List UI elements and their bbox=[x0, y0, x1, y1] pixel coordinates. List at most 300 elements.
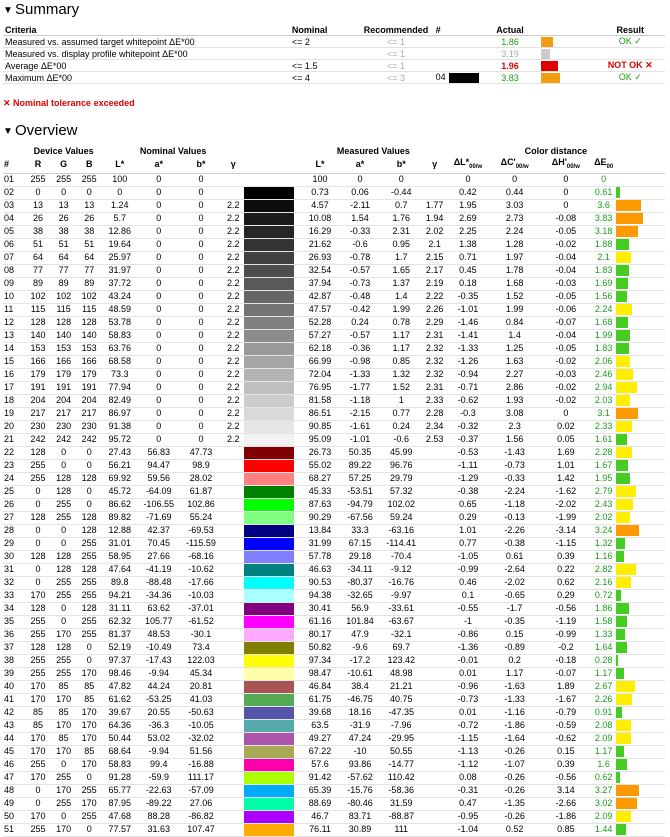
device-r: 85 bbox=[25, 706, 51, 719]
measured-a: -0.78 bbox=[340, 251, 380, 264]
delta-e-bar-cell bbox=[616, 706, 665, 719]
nominal-b: -57.09 bbox=[180, 784, 222, 797]
delta-e-bar-cell bbox=[616, 589, 665, 602]
measured-a: 89.22 bbox=[340, 459, 380, 472]
patch-row bbox=[3, 446, 665, 459]
delta-e-bar bbox=[616, 447, 632, 458]
patch-row bbox=[3, 550, 665, 563]
patch-swatch-cell bbox=[244, 563, 300, 576]
nominal-l: 45.72 bbox=[102, 485, 138, 498]
delta-e-bar bbox=[616, 200, 641, 211]
measured-gamma: 2.26 bbox=[422, 303, 446, 316]
delta-e-bar-cell bbox=[616, 238, 665, 251]
delta-l: -0.95 bbox=[447, 810, 489, 823]
nominal-b: 73.4 bbox=[180, 641, 222, 654]
patch-number: 51 bbox=[3, 823, 25, 836]
measured-gamma: 2.02 bbox=[422, 225, 446, 238]
device-g: 0 bbox=[51, 537, 77, 550]
patch-swatch-cell bbox=[244, 693, 300, 706]
measured-a: 67.15 bbox=[340, 537, 380, 550]
nominal-gamma bbox=[222, 693, 244, 706]
device-b: 128 bbox=[76, 563, 102, 576]
device-r: 170 bbox=[25, 745, 51, 758]
device-b: 0 bbox=[76, 459, 102, 472]
nominal-a: -106.55 bbox=[138, 498, 180, 511]
patch-swatch bbox=[244, 668, 294, 680]
patch-number: 36 bbox=[3, 628, 25, 641]
nominal-gamma bbox=[222, 680, 244, 693]
nominal-a: -53.25 bbox=[138, 693, 180, 706]
delta-c: -1.43 bbox=[489, 446, 540, 459]
delta-e-bar bbox=[616, 772, 620, 783]
delta-c: 2.24 bbox=[489, 225, 540, 238]
delta-e: 1.88 bbox=[591, 238, 615, 251]
nominal-gamma bbox=[222, 537, 244, 550]
device-b: 13 bbox=[76, 199, 102, 212]
patch-swatch bbox=[244, 551, 294, 563]
device-b: 170 bbox=[76, 797, 102, 810]
patch-row bbox=[3, 524, 665, 537]
nominal-l: 43.24 bbox=[102, 290, 138, 303]
measured-l: 46.63 bbox=[300, 563, 340, 576]
device-r: 115 bbox=[25, 303, 51, 316]
measured-l: 21.62 bbox=[300, 238, 340, 251]
device-g: 85 bbox=[51, 680, 77, 693]
nominal-l: 31.11 bbox=[102, 602, 138, 615]
delta-l: 0.1 bbox=[447, 589, 489, 602]
delta-h: 0.62 bbox=[540, 576, 591, 589]
delta-e: 1.95 bbox=[591, 472, 615, 485]
device-b: 255 bbox=[76, 784, 102, 797]
device-r: 191 bbox=[25, 381, 51, 394]
patch-number-label: 04 bbox=[435, 72, 446, 83]
nominal-gamma bbox=[222, 823, 244, 836]
result-status: NOT OK ✕ bbox=[595, 60, 665, 72]
delta-e: 1.32 bbox=[591, 537, 615, 550]
device-b: 128 bbox=[76, 524, 102, 537]
nominal-b: 0 bbox=[180, 186, 222, 199]
nominal-b: 0 bbox=[180, 199, 222, 212]
nominal-l: 64.36 bbox=[102, 719, 138, 732]
device-b: 217 bbox=[76, 407, 102, 420]
device-g: 255 bbox=[51, 511, 77, 524]
delta-e-bar bbox=[616, 252, 631, 263]
nominal-b: 107.47 bbox=[180, 823, 222, 836]
delta-h: 1.42 bbox=[540, 472, 591, 485]
nominal-l: 50.44 bbox=[102, 732, 138, 745]
nominal-b: -68.16 bbox=[180, 550, 222, 563]
nominal-l: 81.37 bbox=[102, 628, 138, 641]
device-b: 242 bbox=[76, 433, 102, 446]
nominal-a: 88.28 bbox=[138, 810, 180, 823]
patch-swatch bbox=[244, 200, 294, 212]
nominal-b: 111.17 bbox=[180, 771, 222, 784]
patch-swatch bbox=[244, 226, 294, 238]
measured-gamma bbox=[422, 641, 446, 654]
patch-swatch-cell bbox=[244, 277, 300, 290]
delta-e-bar bbox=[616, 434, 627, 445]
device-g: 128 bbox=[51, 316, 77, 329]
measured-l: 61.16 bbox=[300, 615, 340, 628]
worst-patch-swatch bbox=[449, 73, 479, 83]
patch-number: 07 bbox=[3, 251, 25, 264]
delta-c: 0.44 bbox=[489, 186, 540, 199]
device-g: 170 bbox=[51, 745, 77, 758]
measured-l: 45.33 bbox=[300, 485, 340, 498]
measured-l: 42.87 bbox=[300, 290, 340, 303]
delta-c: -1.64 bbox=[489, 732, 540, 745]
patch-number: 43 bbox=[3, 719, 25, 732]
nominal-a: -36.3 bbox=[138, 719, 180, 732]
measured-gamma bbox=[422, 680, 446, 693]
measured-b: 2.31 bbox=[380, 225, 422, 238]
nominal-b: 45.34 bbox=[180, 667, 222, 680]
delta-e: 0 bbox=[591, 173, 615, 186]
device-b: 0 bbox=[76, 186, 102, 199]
device-b: 255 bbox=[76, 589, 102, 602]
device-r: 230 bbox=[25, 420, 51, 433]
patch-row bbox=[3, 680, 665, 693]
measured-a: 18.16 bbox=[340, 706, 380, 719]
device-r: 255 bbox=[25, 628, 51, 641]
patch-number: 25 bbox=[3, 485, 25, 498]
device-g: 85 bbox=[51, 706, 77, 719]
patch-swatch-cell bbox=[244, 381, 300, 394]
patch-swatch bbox=[244, 655, 294, 667]
delta-c: 1.4 bbox=[489, 329, 540, 342]
device-r: 0 bbox=[25, 186, 51, 199]
summary-heading[interactable]: ▼ Summary bbox=[3, 0, 79, 20]
measured-gamma: 2.15 bbox=[422, 251, 446, 264]
delta-c: 0.2 bbox=[489, 654, 540, 667]
patch-number: 10 bbox=[3, 290, 25, 303]
actual-bar-cell bbox=[539, 36, 595, 48]
nominal-gamma: 2.2 bbox=[222, 381, 244, 394]
delta-e-bar bbox=[616, 486, 636, 497]
delta-e-bar bbox=[616, 707, 622, 718]
nominal-tolerance-note: ✕ Nominal tolerance exceeded bbox=[3, 98, 135, 108]
patch-swatch-cell bbox=[244, 641, 300, 654]
delta-e-bar bbox=[616, 265, 629, 276]
patch-swatch bbox=[244, 733, 294, 745]
patch-swatch-cell bbox=[244, 342, 300, 355]
nominal-gamma bbox=[222, 732, 244, 745]
delta-h: 1.01 bbox=[540, 459, 591, 472]
delta-h: 0.29 bbox=[540, 589, 591, 602]
patch-swatch-cell bbox=[244, 433, 300, 446]
patch-swatch-cell bbox=[244, 758, 300, 771]
summary-row bbox=[3, 36, 665, 48]
nominal-a: 0 bbox=[138, 290, 180, 303]
nominal-gamma: 2.2 bbox=[222, 290, 244, 303]
delta-h: 0 bbox=[540, 173, 591, 186]
nominal-gamma bbox=[222, 563, 244, 576]
delta-h: -1.19 bbox=[540, 615, 591, 628]
patch-row bbox=[3, 641, 665, 654]
delta-e-bar bbox=[616, 473, 630, 484]
nominal-b: 47.73 bbox=[180, 446, 222, 459]
device-g: 255 bbox=[51, 576, 77, 589]
delta-l: 0.18 bbox=[447, 277, 489, 290]
device-b: 170 bbox=[76, 667, 102, 680]
measured-l: 86.51 bbox=[300, 407, 340, 420]
device-g: 128 bbox=[51, 550, 77, 563]
patch-swatch-cell bbox=[244, 316, 300, 329]
nominal-l: 19.64 bbox=[102, 238, 138, 251]
measured-gamma: 2.31 bbox=[422, 381, 446, 394]
nominal-b: 0 bbox=[180, 355, 222, 368]
patch-swatch-cell bbox=[244, 680, 300, 693]
measured-gamma bbox=[422, 472, 446, 485]
delta-e-bar-cell bbox=[616, 381, 665, 394]
device-g: 38 bbox=[51, 225, 77, 238]
patch-swatch bbox=[244, 304, 294, 316]
device-g: 204 bbox=[51, 394, 77, 407]
delta-e: 1.83 bbox=[591, 264, 615, 277]
measured-l: 46.84 bbox=[300, 680, 340, 693]
patch-number: 05 bbox=[3, 225, 25, 238]
device-r: 128 bbox=[25, 316, 51, 329]
measured-b: 1.17 bbox=[380, 329, 422, 342]
delta-c: -0.35 bbox=[489, 615, 540, 628]
nominal-l: 77.57 bbox=[102, 823, 138, 836]
measured-l: 57.27 bbox=[300, 329, 340, 342]
nominal-a: 31.63 bbox=[138, 823, 180, 836]
delta-h: -0.04 bbox=[540, 251, 591, 264]
nominal-gamma: 2.2 bbox=[222, 433, 244, 446]
delta-l: 0.77 bbox=[447, 537, 489, 550]
delta-e: 2.67 bbox=[591, 680, 615, 693]
delta-e: 0.61 bbox=[591, 186, 615, 199]
nominal-l: 86.62 bbox=[102, 498, 138, 511]
patch-swatch bbox=[244, 252, 294, 264]
patch-swatch bbox=[244, 382, 294, 394]
measured-b: 1.17 bbox=[380, 342, 422, 355]
nominal-b: 20.81 bbox=[180, 680, 222, 693]
delta-c: 1.93 bbox=[489, 394, 540, 407]
col-number: # bbox=[434, 24, 481, 36]
measured-gamma bbox=[422, 823, 446, 836]
nominal-l: 0 bbox=[102, 186, 138, 199]
summary-header-row bbox=[3, 24, 665, 36]
delta-c: -1.07 bbox=[489, 758, 540, 771]
delta-e-bar-cell bbox=[616, 303, 665, 316]
nominal-a: -10.49 bbox=[138, 641, 180, 654]
measured-l: 97.34 bbox=[300, 654, 340, 667]
actual-value: 3.19 bbox=[481, 48, 540, 60]
delta-c: -0.89 bbox=[489, 641, 540, 654]
measured-l: 4.57 bbox=[300, 199, 340, 212]
delta-c: 2.3 bbox=[489, 420, 540, 433]
measured-l: 94.38 bbox=[300, 589, 340, 602]
nominal-a: 27.66 bbox=[138, 550, 180, 563]
measured-b: -32.1 bbox=[380, 628, 422, 641]
delta-e-bar-cell bbox=[616, 784, 665, 797]
device-r: 170 bbox=[25, 589, 51, 602]
nominal-a: 0 bbox=[138, 342, 180, 355]
patch-swatch-cell bbox=[244, 615, 300, 628]
device-r: 85 bbox=[25, 719, 51, 732]
nominal-b: 0 bbox=[180, 290, 222, 303]
delta-e-bar bbox=[616, 642, 627, 653]
device-g: 89 bbox=[51, 277, 77, 290]
nominal-l: 91.28 bbox=[102, 771, 138, 784]
device-b: 0 bbox=[76, 485, 102, 498]
patch-swatch-cell bbox=[244, 589, 300, 602]
patch-swatch-cell bbox=[244, 654, 300, 667]
patch-swatch bbox=[244, 681, 294, 693]
nominal-l: 87.95 bbox=[102, 797, 138, 810]
patch-row bbox=[3, 511, 665, 524]
delta-l: -1.11 bbox=[447, 459, 489, 472]
device-g: 51 bbox=[51, 238, 77, 251]
patch-swatch bbox=[244, 395, 294, 407]
delta-e: 1.69 bbox=[591, 277, 615, 290]
device-b: 115 bbox=[76, 303, 102, 316]
nominal-a: 0 bbox=[138, 238, 180, 251]
delta-h: -0.02 bbox=[540, 394, 591, 407]
measured-gamma: 2.53 bbox=[422, 433, 446, 446]
measured-a: -1.18 bbox=[340, 394, 380, 407]
nominal-gamma bbox=[222, 615, 244, 628]
delta-e: 2.03 bbox=[591, 394, 615, 407]
delta-h: -1.67 bbox=[540, 693, 591, 706]
delta-e-bar-cell bbox=[616, 342, 665, 355]
patch-swatch bbox=[244, 525, 294, 537]
overview-group-row bbox=[3, 146, 665, 157]
criteria-label: Measured vs. assumed target whitepoint ΔE*00 bbox=[3, 36, 290, 48]
delta-e-bar bbox=[616, 460, 628, 471]
delta-c: 3.08 bbox=[489, 407, 540, 420]
overview-heading[interactable]: ▼ Overview bbox=[3, 121, 78, 141]
measured-b: 0 bbox=[380, 173, 422, 186]
nominal-l: 63.76 bbox=[102, 342, 138, 355]
nominal-a: 0 bbox=[138, 381, 180, 394]
collapse-triangle-icon[interactable]: ▼ bbox=[3, 126, 13, 137]
nominal-gamma bbox=[222, 498, 244, 511]
delta-e-bar bbox=[616, 759, 627, 770]
measured-l: 76.11 bbox=[300, 823, 340, 836]
measured-a: -1.33 bbox=[340, 368, 380, 381]
delta-e-bar-cell bbox=[616, 511, 665, 524]
nominal-b: 0 bbox=[180, 264, 222, 277]
patch-number: 21 bbox=[3, 433, 25, 446]
patch-row bbox=[3, 797, 665, 810]
measured-l: 68.27 bbox=[300, 472, 340, 485]
device-r: 255 bbox=[25, 472, 51, 485]
collapse-triangle-icon[interactable]: ▼ bbox=[3, 5, 13, 16]
measured-b: -47.35 bbox=[380, 706, 422, 719]
measured-gamma bbox=[422, 537, 446, 550]
device-g: 0 bbox=[51, 524, 77, 537]
patch-number: 06 bbox=[3, 238, 25, 251]
delta-c: -2.02 bbox=[489, 576, 540, 589]
delta-e: 1.64 bbox=[591, 641, 615, 654]
measured-l: 55.02 bbox=[300, 459, 340, 472]
measured-gamma: 2.32 bbox=[422, 342, 446, 355]
patch-swatch-cell bbox=[244, 732, 300, 745]
device-r: 0 bbox=[25, 537, 51, 550]
measured-b: -14.77 bbox=[380, 758, 422, 771]
measured-gamma: 2.32 bbox=[422, 355, 446, 368]
device-b: 140 bbox=[76, 329, 102, 342]
delta-l: -0.55 bbox=[447, 602, 489, 615]
device-g: 13 bbox=[51, 199, 77, 212]
delta-e-bar-cell bbox=[616, 212, 665, 225]
device-b: 51 bbox=[76, 238, 102, 251]
delta-e: 2.79 bbox=[591, 485, 615, 498]
delta-l: 0.42 bbox=[447, 186, 489, 199]
patch-number: 50 bbox=[3, 810, 25, 823]
delta-l: 1.95 bbox=[447, 199, 489, 212]
measured-a: 33.3 bbox=[340, 524, 380, 537]
nominal-b: 55.24 bbox=[180, 511, 222, 524]
device-b: 0 bbox=[76, 446, 102, 459]
device-b: 153 bbox=[76, 342, 102, 355]
nominal-b: 0 bbox=[180, 225, 222, 238]
delta-h: -0.56 bbox=[540, 771, 591, 784]
delta-e-bar bbox=[616, 811, 631, 822]
delta-h: -0.59 bbox=[540, 719, 591, 732]
measured-gamma bbox=[422, 459, 446, 472]
measured-a: -2.15 bbox=[340, 407, 380, 420]
delta-h: -1.62 bbox=[540, 485, 591, 498]
patch-number: 11 bbox=[3, 303, 25, 316]
measured-l: 88.69 bbox=[300, 797, 340, 810]
measured-gamma bbox=[422, 186, 446, 199]
delta-c: -1.35 bbox=[489, 797, 540, 810]
measured-l: 62.18 bbox=[300, 342, 340, 355]
patch-number: 34 bbox=[3, 602, 25, 615]
device-r: 255 bbox=[25, 615, 51, 628]
device-b: 255 bbox=[76, 615, 102, 628]
delta-e: 1.56 bbox=[591, 290, 615, 303]
patch-swatch-cell bbox=[244, 784, 300, 797]
device-g: 170 bbox=[51, 823, 77, 836]
nominal-a: 94.47 bbox=[138, 459, 180, 472]
patch-swatch-cell bbox=[244, 459, 300, 472]
delta-e: 1.61 bbox=[591, 433, 615, 446]
delta-l: 0.46 bbox=[447, 576, 489, 589]
device-r: 255 bbox=[25, 654, 51, 667]
nominal-gamma: 2.2 bbox=[222, 316, 244, 329]
delta-e: 1.83 bbox=[591, 342, 615, 355]
actual-bar-cell bbox=[539, 60, 595, 72]
patch-swatch-cell bbox=[244, 771, 300, 784]
patch-swatch-cell bbox=[244, 797, 300, 810]
measured-gamma bbox=[422, 732, 446, 745]
device-r: 128 bbox=[25, 550, 51, 563]
nominal-b: -86.82 bbox=[180, 810, 222, 823]
measured-l: 26.93 bbox=[300, 251, 340, 264]
patch-row bbox=[3, 381, 665, 394]
device-b: 255 bbox=[76, 537, 102, 550]
device-g: 255 bbox=[51, 173, 77, 186]
nominal-gamma bbox=[222, 745, 244, 758]
delta-c: -1.16 bbox=[489, 706, 540, 719]
patch-swatch bbox=[244, 694, 294, 706]
delta-e: 3.02 bbox=[591, 797, 615, 810]
patch-swatch-cell bbox=[244, 264, 300, 277]
nominal-gamma bbox=[222, 173, 244, 186]
measured-gamma bbox=[422, 628, 446, 641]
nominal-gamma: 2.2 bbox=[222, 238, 244, 251]
nominal-l: 86.97 bbox=[102, 407, 138, 420]
delta-h: -1.86 bbox=[540, 810, 591, 823]
nominal-a: -59.9 bbox=[138, 771, 180, 784]
patch-number: 40 bbox=[3, 680, 25, 693]
nominal-gamma bbox=[222, 758, 244, 771]
